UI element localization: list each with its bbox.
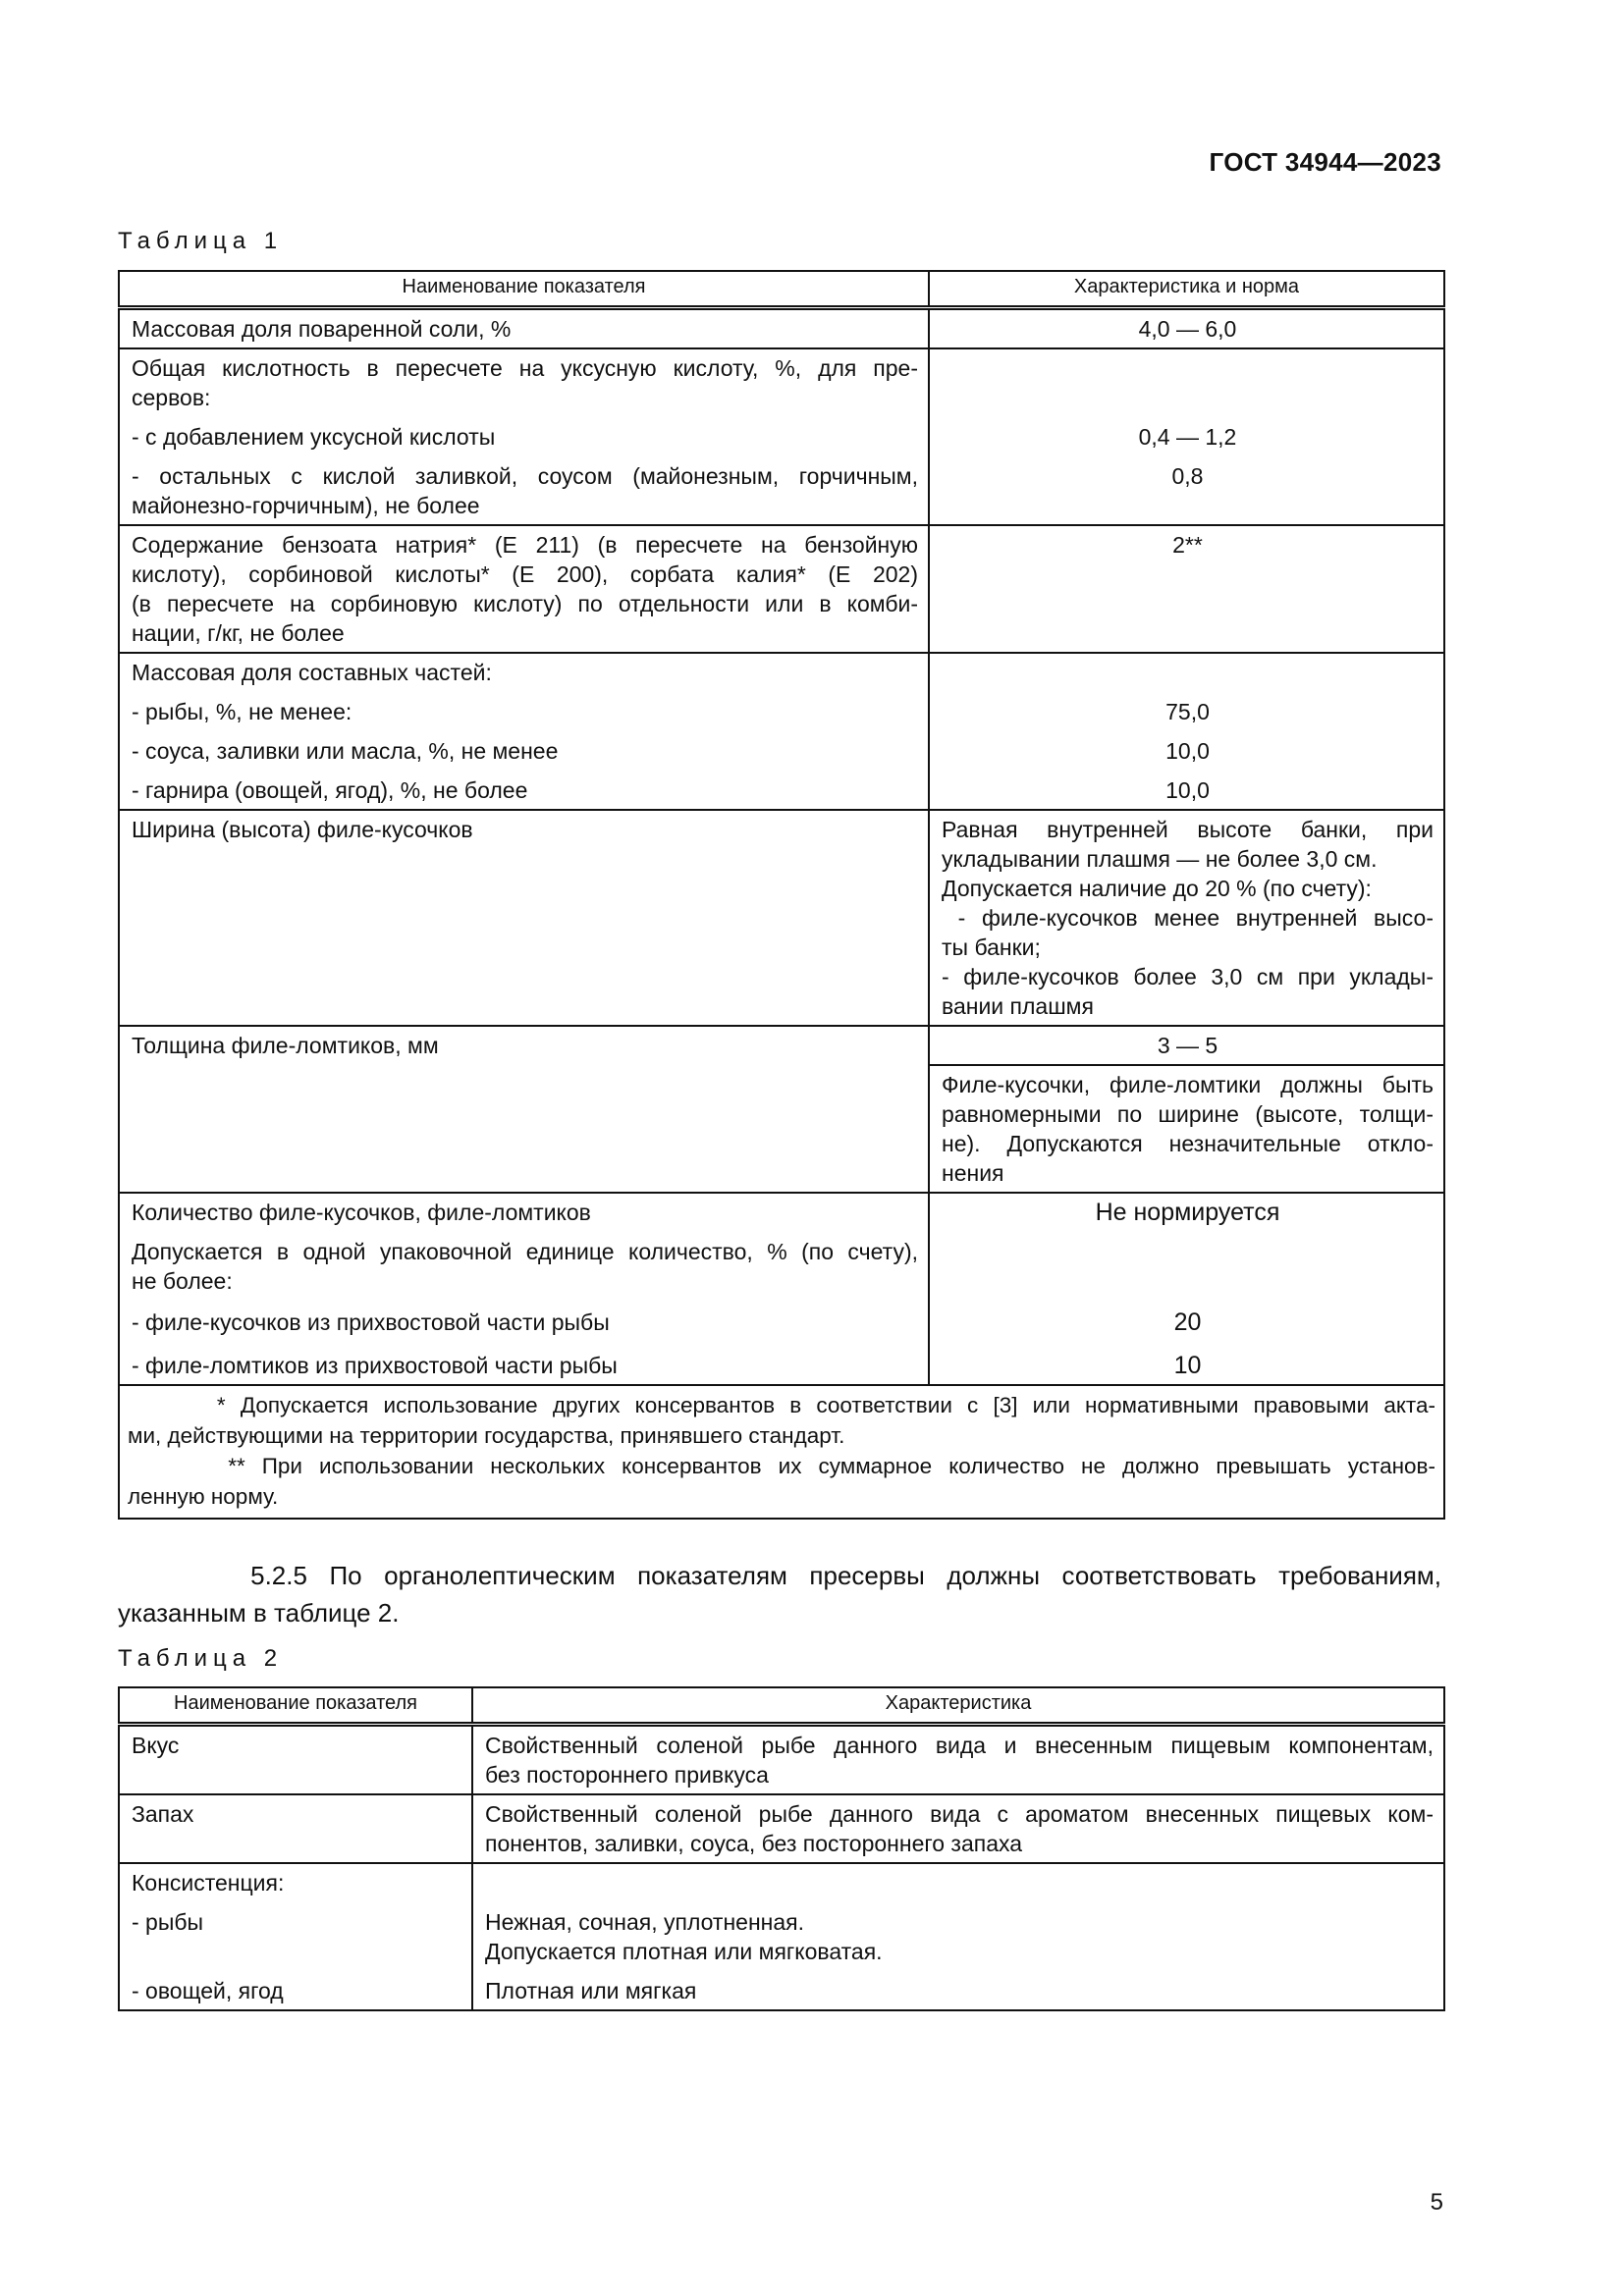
table-row [119, 653, 1444, 810]
components-fish: - рыбы, %, не менее: [132, 699, 352, 724]
page-number: 5 [1430, 2189, 1443, 2216]
paragraph-5-2-5 [118, 1557, 1441, 1631]
consistency-fish-line-2: Допускается плотная или мягковатая. [485, 1939, 883, 1964]
footnote-1-line-1: * Допускается использование других консервантов в соответствии с [3] или нормативными правовыми акта- [128, 1393, 1435, 1417]
acidity-sub2-line-1: - остальных с кислой заливкой, соусом (майонезным, горчичным, [132, 463, 918, 489]
count-tail-slices: - филе-ломтиков из прихвостовой части рыбы [132, 1353, 618, 1378]
thickness-note-line-3: не). Допускаются незначительные откло- [942, 1131, 1434, 1156]
consistency-name [119, 1863, 472, 2010]
preservatives-line-1: Содержание бензоата натрия* (Е 211) (в пересчете на бензойную [132, 532, 918, 558]
acidity-sub2-value: 0,8 [1171, 463, 1204, 489]
footnote-2-line-1: ** При использовании нескольких консервантов их суммарное количество не должно превышать установ- [128, 1454, 1435, 1478]
acidity-name [119, 348, 929, 525]
acidity-values [929, 348, 1444, 525]
taste-name: Вкус [119, 1725, 472, 1795]
table-row [119, 1193, 1444, 1385]
width-value-line-1: Равная внутренней высоте банки, при [942, 817, 1434, 842]
acidity-line-2: сервов: [132, 385, 211, 410]
table-row [119, 1863, 1444, 2010]
footnote-2-line-2: ленную норму. [128, 1484, 279, 1509]
consistency-veg: - овощей, ягод [132, 1978, 284, 2003]
consistency-veg-value: Плотная или мягкая [485, 1978, 697, 2003]
components-title: Массовая доля составных частей: [132, 660, 492, 685]
salt-value: 4,0 — 6,0 [929, 308, 1444, 349]
table-row [119, 1794, 1444, 1863]
width-value-line-7: вании плашмя [942, 993, 1094, 1019]
table-row [119, 525, 1444, 653]
table1-header-row [119, 271, 1444, 308]
count-title: Количество филе-кусочков, филе-ломтиков [132, 1200, 591, 1225]
components-name [119, 653, 929, 810]
components-fish-value: 75,0 [1165, 699, 1210, 724]
paragraph-line-1: 5.2.5 По органолептическим показателям пресервы должны соответствовать требованиям, [118, 1561, 1442, 1590]
width-value-line-5: ты банки; [942, 934, 1041, 960]
count-values [929, 1193, 1444, 1385]
thickness-note-line-1: Филе-кусочки, филе-ломтики должны быть [942, 1072, 1434, 1097]
paragraph-line-2: указанным в таблице 2. [118, 1598, 400, 1628]
count-tail-pieces: - филе-кусочков из прихвостовой части рыбы [132, 1309, 610, 1335]
width-name: Ширина (высота) филе-кусочков [119, 810, 929, 1026]
count-tail-pieces-value: 20 [1173, 1308, 1202, 1336]
components-sauce-value: 10,0 [1165, 738, 1210, 764]
width-value-line-4: - филе-кусочков менее внутренней высо- [942, 905, 1434, 931]
preservatives-name [119, 525, 929, 653]
preservatives-value: 2** [929, 525, 1444, 653]
table-row [119, 1725, 1444, 1795]
smell-name: Запах [119, 1794, 472, 1863]
table-row [119, 348, 1444, 525]
smell-value [472, 1794, 1444, 1863]
consistency-values [472, 1863, 1444, 2010]
table2 [118, 1686, 1445, 2011]
smell-line-1: Свойственный соленой рыбе данного вида с ароматом внесенных пищевых ком- [485, 1801, 1434, 1827]
thickness-note [929, 1065, 1444, 1193]
salt-name: Массовая доля поваренной соли, % [119, 308, 929, 349]
table1 [118, 270, 1445, 1520]
smell-line-2: понентов, заливки, соуса, без постороннего запаха [485, 1831, 1023, 1856]
table2-caption: Таблица 2 [118, 1645, 284, 1672]
thickness-name: Толщина филе-ломтиков, мм [119, 1026, 929, 1193]
table-row [119, 308, 1444, 349]
table1-footnotes [119, 1385, 1444, 1519]
count-allow-line-1: Допускается в одной упаковочной единице количество, % (по счету), [132, 1239, 918, 1264]
table1-header-value: Характеристика и норма [929, 271, 1444, 308]
consistency-fish: - рыбы [132, 1909, 204, 1935]
count-value: Не нормируется [1095, 1199, 1280, 1226]
width-value-line-6: - филе-кусочков более 3,0 см при уклады- [942, 964, 1434, 989]
width-value [929, 810, 1444, 1026]
acidity-line-1: Общая кислотность в пересчете на уксусную кислоту, %, для пре- [132, 355, 918, 381]
document-code: ГОСТ 34944—2023 [1209, 147, 1441, 177]
count-name [119, 1193, 929, 1385]
components-values [929, 653, 1444, 810]
components-garnish: - гарнира (овощей, ягод), %, не более [132, 777, 528, 803]
consistency-fish-line-1: Нежная, сочная, уплотненная. [485, 1909, 804, 1935]
acidity-sub2-line-2: майонезно-горчичным), не более [132, 493, 480, 518]
count-tail-slices-value: 10 [1173, 1352, 1202, 1379]
components-garnish-value: 10,0 [1165, 777, 1210, 803]
width-value-line-2: укладывании плашмя — не более 3,0 см. [942, 846, 1378, 872]
table2-header-name: Наименование показателя [119, 1687, 472, 1725]
table1-header-name: Наименование показателя [119, 271, 929, 308]
table-row [119, 810, 1444, 1026]
taste-line-1: Свойственный соленой рыбе данного вида и внесенным пищевым компонентам, [485, 1733, 1434, 1758]
footnotes-cell [119, 1385, 1444, 1519]
table-row [119, 1026, 1444, 1065]
table2-header-row [119, 1687, 1444, 1725]
taste-value [472, 1725, 1444, 1795]
acidity-sub1-value: 0,4 — 1,2 [1138, 424, 1237, 450]
consistency-title: Консистенция: [132, 1870, 285, 1896]
thickness-note-line-4: нения [942, 1160, 1004, 1186]
thickness-note-line-2: равномерными по ширине (высоте, толщи- [942, 1101, 1434, 1127]
table2-header-value: Характеристика [472, 1687, 1444, 1725]
preservatives-line-2: кислоту), сорбиновой кислоты* (Е 200), сорбата калия* (Е 202) [132, 561, 918, 587]
components-sauce: - соуса, заливки или масла, %, не менее [132, 738, 559, 764]
width-value-line-3: Допускается наличие до 20 % (по счету): [942, 876, 1372, 901]
count-allow-line-2: не более: [132, 1268, 233, 1294]
acidity-sub1: - с добавлением уксусной кислоты [132, 424, 496, 450]
footnote-1-line-2: ми, действующими на территории государства, принявшего стандарт. [128, 1423, 845, 1448]
thickness-value: 3 — 5 [929, 1026, 1444, 1065]
table1-caption: Таблица 1 [118, 228, 284, 254]
preservatives-line-4: нации, г/кг, не более [132, 620, 345, 646]
preservatives-line-3: (в пересчете на сорбиновую кислоту) по отдельности или в комби- [132, 591, 918, 616]
taste-line-2: без постороннего привкуса [485, 1762, 769, 1788]
